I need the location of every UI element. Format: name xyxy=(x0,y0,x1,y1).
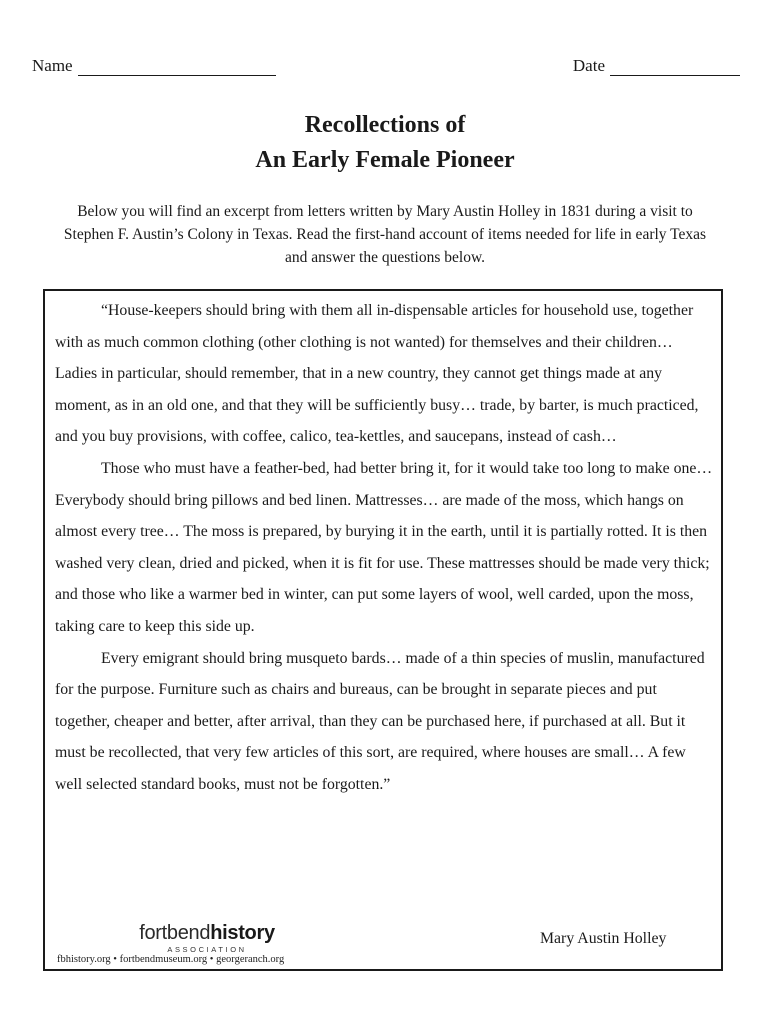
header-row xyxy=(32,56,740,80)
logo-websites: fbhistory.org • fortbendmuseum.org • georgeranch.org xyxy=(57,954,285,965)
logo-association: ASSOCIATION xyxy=(167,945,247,954)
name-label: Name xyxy=(32,56,73,75)
passage-box xyxy=(43,289,723,971)
passage-text xyxy=(55,295,715,801)
date-blank-line[interactable] xyxy=(610,60,740,76)
fortbend-history-logo xyxy=(127,922,287,954)
page-title xyxy=(0,108,770,178)
date-field[interactable] xyxy=(573,56,740,76)
logo-text-light: fortbend xyxy=(139,922,211,944)
passage-paragraph-1: “House-keepers should bring with them all in-dispensable articles for household use, together with as much common clothing (other clothing is not wanted) for themselves and their children… Ladies in particular, should remember, that in a new country, they cannot get things made at any moment, as in an old one, and that they will be sufficiently busy… trade, by barter, is much practiced, and you buy provisions, with coffee, calico, tea-kettles, and saucepans, instead of cash… xyxy=(55,302,699,446)
date-label: Date xyxy=(572,56,605,75)
logo-wordmark xyxy=(127,922,287,944)
signature: Mary Austin Holley xyxy=(540,930,667,947)
intro-text: Below you will find an excerpt from letters written by Mary Austin Holley in 1831 during a visit to Stephen F. Austin’s Colony in Texas. Read the first-hand account of items needed for life in early Texas and answer the questions below. xyxy=(63,203,707,266)
title-line-1: Recollections of xyxy=(304,112,466,138)
logo-text-bold: history xyxy=(210,922,275,944)
name-field[interactable] xyxy=(32,56,276,76)
title-line-2: An Early Female Pioneer xyxy=(255,147,515,173)
passage-paragraph-3: Every emigrant should bring musqueto bards… made of a thin species of muslin, manufactured for the purpose. Furniture such as chairs and bureaus, can be brought in separate pieces and put together, cheaper and better, after arrival, than they can be purchased here, if purchased at all. But it must be recollected, that very few articles of this sort, are required, where houses are small… A few well selected standard books, must not be forgotten.” xyxy=(55,649,705,793)
passage-paragraph-2: Those who must have a feather-bed, had better bring it, for it would take too long to make one… Everybody should bring pillows and bed linen. Mattresses… are made of the moss, which hangs on almost every tree… The moss is prepared, by burying it in the earth, until it is partially rotted. It is then washed very clean, dried and picked, when it is fit for use. These mattresses should be made very thick; and those who like a warmer bed in winter, can put some layers of wool, well carded, upon the moss, taking care to keep this side up. xyxy=(55,459,713,635)
name-blank-line[interactable] xyxy=(78,60,276,76)
